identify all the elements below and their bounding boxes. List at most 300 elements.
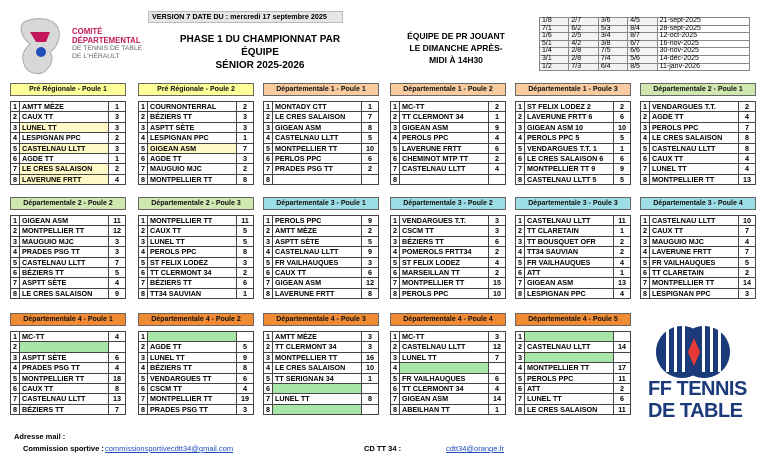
team-rank: 2 — [391, 226, 400, 236]
team-name: CASTELNAU LLTT — [20, 257, 109, 267]
team-name: PEROLS PPC — [525, 373, 614, 383]
team-rank: 5 — [516, 143, 525, 153]
team-name: LESPIGNAN PPC — [525, 288, 614, 298]
team-name: CASTELNAU LLTT 5 — [525, 174, 614, 184]
table-row — [264, 122, 379, 132]
team-rank: 2 — [264, 112, 273, 122]
team-name: ST FELIX LODEZ 2 — [525, 102, 614, 112]
team-name: MONTPELLIER TT — [273, 352, 362, 362]
table-row — [516, 216, 631, 226]
table-row — [641, 143, 756, 153]
team-points: 1 — [489, 404, 506, 414]
team-name: LE CRES SALAISON — [273, 112, 362, 122]
schedule-pairing: 6/2 — [569, 25, 598, 33]
team-points: 8 — [109, 384, 126, 394]
team-name: VENDARGUES T.T. — [650, 102, 739, 112]
team-rank: 2 — [641, 226, 650, 236]
team-rank: 5 — [516, 373, 525, 383]
team-name: CAUX TT — [650, 154, 739, 164]
team-points — [362, 404, 379, 414]
team-rank: 7 — [264, 278, 273, 288]
team-points: 4 — [237, 384, 254, 394]
pool-table — [515, 215, 631, 299]
team-name: LUNEL TT — [650, 164, 739, 174]
team-rank: 7 — [516, 278, 525, 288]
team-points: 10 — [362, 143, 379, 153]
pool-5 — [515, 83, 631, 185]
table-row — [391, 363, 506, 373]
team-points: 11 — [614, 373, 631, 383]
table-row — [391, 112, 506, 122]
team-points: 8 — [362, 288, 379, 298]
pool-table — [10, 215, 126, 299]
team-rank: 6 — [391, 384, 400, 394]
schedule-pairing: 3/6 — [598, 18, 627, 26]
team-points: 5 — [362, 133, 379, 143]
team-points: 8 — [362, 122, 379, 132]
pool-title: Pré Régionale - Poule 2 — [138, 83, 254, 96]
team-rank: 2 — [11, 112, 20, 122]
team-rank: 4 — [391, 133, 400, 143]
ff-logo-line-1: FF TENNIS — [648, 378, 747, 400]
team-rank: 1 — [516, 102, 525, 112]
table-row — [264, 143, 379, 153]
team-name: CASTELNAU LLTT — [650, 216, 739, 226]
table-row — [139, 102, 254, 112]
schedule-pairing: 2/8 — [569, 48, 598, 56]
team-points: 4 — [489, 257, 506, 267]
team-points: 3 — [489, 226, 506, 236]
team-name: CASTELNAU LLTT — [525, 216, 614, 226]
table-row — [11, 352, 126, 362]
team-rank: 3 — [11, 122, 20, 132]
team-name: LE CRES SALAISON 6 — [525, 154, 614, 164]
team-rank: 3 — [516, 122, 525, 132]
team-points: 5 — [362, 236, 379, 246]
table-row — [264, 332, 379, 342]
team-rank: 5 — [264, 257, 273, 267]
title-line-2: SÉNIOR 2025-2026 — [215, 60, 305, 71]
team-points: 4 — [614, 288, 631, 298]
pool-11 — [515, 197, 631, 299]
pool-14 — [138, 313, 254, 415]
team-points: 2 — [489, 268, 506, 278]
team-points: 9 — [109, 288, 126, 298]
team-rank: 3 — [11, 236, 20, 246]
schedule-table — [539, 17, 750, 71]
table-row — [516, 164, 631, 174]
table-row — [641, 112, 756, 122]
pool-title: Départementale 4 - Poule 5 — [515, 313, 631, 326]
table-row — [139, 278, 254, 288]
team-name — [273, 384, 362, 394]
footer — [14, 432, 754, 458]
team-rank: 8 — [516, 174, 525, 184]
team-points: 2 — [489, 154, 506, 164]
team-rank: 6 — [139, 384, 148, 394]
team-points: 6 — [614, 154, 631, 164]
team-rank: 5 — [516, 257, 525, 267]
team-points: 4 — [614, 257, 631, 267]
table-row — [139, 226, 254, 236]
team-name: ST FELIX LODEZ — [400, 257, 489, 267]
pool-table — [10, 331, 126, 415]
team-name — [20, 342, 109, 352]
team-rank: 5 — [139, 257, 148, 267]
team-rank: 8 — [11, 288, 20, 298]
team-rank: 2 — [139, 342, 148, 352]
pool-table — [390, 331, 506, 415]
team-rank: 5 — [11, 373, 20, 383]
team-rank: 6 — [516, 154, 525, 164]
team-name: GIGEAN ASM — [525, 278, 614, 288]
schedule-pairing: 5/6 — [628, 55, 657, 63]
team-name: CASTELNAU LLTT — [400, 342, 489, 352]
team-name: LE CRES SALAISON — [525, 404, 614, 414]
team-name: AGDE TT — [650, 112, 739, 122]
pool-table — [263, 331, 379, 415]
team-name: POMEROLS FRTT34 — [400, 247, 489, 257]
table-row — [391, 164, 506, 174]
table-row — [391, 342, 506, 352]
team-name: BÉZIERS TT — [148, 278, 237, 288]
team-rank: 5 — [391, 373, 400, 383]
team-rank: 5 — [11, 143, 20, 153]
team-points: 3 — [362, 332, 379, 342]
logo-line-3: DE TENNIS DE TABLE — [72, 45, 143, 52]
schedule-pairing: 7/5 — [598, 48, 627, 56]
team-rank: 6 — [11, 384, 20, 394]
team-name: LAVERUNE FRTT — [20, 174, 109, 184]
table-row — [11, 394, 126, 404]
team-rank: 7 — [391, 394, 400, 404]
team-name: LAVERUNE FRTT — [650, 247, 739, 257]
table-row — [11, 154, 126, 164]
schedule-date: 11-janv-2026 — [657, 63, 749, 71]
team-name: LAVERUNE FRTT — [400, 143, 489, 153]
table-row — [139, 384, 254, 394]
table-row — [11, 288, 126, 298]
team-rank: 7 — [516, 394, 525, 404]
team-points: 2 — [237, 268, 254, 278]
team-points: 6 — [237, 278, 254, 288]
team-points: 5 — [739, 257, 756, 267]
team-rank: 8 — [516, 288, 525, 298]
team-rank: 3 — [264, 352, 273, 362]
table-row — [264, 352, 379, 362]
team-rank: 1 — [139, 102, 148, 112]
notice-line-3: MIDI À 14H30 — [429, 55, 483, 65]
team-name: VENDARGUES T.T. — [400, 216, 489, 226]
table-row — [641, 278, 756, 288]
team-points: 5 — [237, 226, 254, 236]
team-points: 4 — [109, 174, 126, 184]
team-points: 8 — [362, 394, 379, 404]
team-points: 2 — [489, 247, 506, 257]
table-row — [11, 363, 126, 373]
team-rank: 7 — [11, 278, 20, 288]
team-rank: 5 — [391, 143, 400, 153]
table-row — [139, 373, 254, 383]
team-rank: 6 — [264, 268, 273, 278]
team-name: LUNEL TT — [273, 394, 362, 404]
team-points: 4 — [489, 133, 506, 143]
team-points: 3 — [362, 342, 379, 352]
team-name: PRADES PSG TT — [148, 404, 237, 414]
team-rank: 6 — [264, 154, 273, 164]
table-row — [641, 257, 756, 267]
team-rank: 1 — [264, 332, 273, 342]
schedule-pairing: 6/4 — [598, 63, 627, 71]
team-rank: 8 — [139, 288, 148, 298]
table-row — [641, 164, 756, 174]
team-name: LUNEL TT — [148, 236, 237, 246]
team-points: 5 — [237, 342, 254, 352]
schedule-pairing: 2/7 — [569, 18, 598, 26]
address-label: Adresse mail : — [14, 432, 66, 441]
team-rank: 7 — [264, 394, 273, 404]
team-points — [489, 363, 506, 373]
team-points: 4 — [489, 384, 506, 394]
team-rank: 7 — [516, 164, 525, 174]
cd-label: CD TT 34 : — [364, 444, 402, 453]
table-row — [516, 102, 631, 112]
team-points: 2 — [739, 102, 756, 112]
team-rank: 4 — [641, 247, 650, 257]
team-name: PRADES PSG TT — [273, 164, 362, 174]
team-name: LESPIGNAN PPC — [650, 288, 739, 298]
table-row — [516, 257, 631, 267]
table-row — [264, 257, 379, 267]
table-row — [11, 278, 126, 288]
team-rank: 6 — [264, 384, 273, 394]
team-points: 3 — [739, 288, 756, 298]
team-name: VENDARGUES T.T. 1 — [525, 143, 614, 153]
pool-table — [138, 101, 254, 185]
table-row — [641, 288, 756, 298]
team-rank: 3 — [139, 352, 148, 362]
team-name: TT SERIGNAN 34 — [273, 373, 362, 383]
team-rank: 3 — [264, 236, 273, 246]
team-points: 14 — [489, 394, 506, 404]
team-points: 3 — [237, 112, 254, 122]
table-row — [139, 288, 254, 298]
table-row — [391, 174, 506, 184]
team-points: 6 — [614, 394, 631, 404]
team-name: MAUGUIO MJC — [650, 236, 739, 246]
team-name: PEROLS PPC 5 — [525, 133, 614, 143]
pool-title: Départementale 2 - Poule 1 — [640, 83, 756, 96]
team-name: BÉZIERS TT — [20, 268, 109, 278]
team-rank: 4 — [391, 247, 400, 257]
pool-title: Départementale 1 - Poule 2 — [390, 83, 506, 96]
pool-2 — [138, 83, 254, 185]
team-name: GIGEAN ASM — [148, 143, 237, 153]
table-row — [391, 216, 506, 226]
team-points: 9 — [362, 216, 379, 226]
team-rank: 3 — [516, 236, 525, 246]
team-rank: 6 — [391, 154, 400, 164]
team-name: LESPIGNAN PPC — [148, 133, 237, 143]
team-rank: 5 — [139, 143, 148, 153]
team-points: 9 — [614, 164, 631, 174]
team-points: 1 — [362, 102, 379, 112]
schedule-pairing: 8/4 — [628, 25, 657, 33]
team-name: TT CLERMONT 34 — [400, 112, 489, 122]
team-rank: 1 — [11, 332, 20, 342]
table-row — [391, 247, 506, 257]
table-row — [641, 122, 756, 132]
table-row — [11, 112, 126, 122]
notice-line-1: ÉQUIPE DE PR JOUANT — [407, 31, 505, 41]
schedule-pairing: 4/2 — [569, 40, 598, 48]
team-name: CAUX TT — [273, 268, 362, 278]
table-row — [391, 268, 506, 278]
team-points: 5 — [237, 236, 254, 246]
team-points: 6 — [362, 154, 379, 164]
team-points: 13 — [739, 174, 756, 184]
commission-label: Commission sportive : — [23, 444, 104, 453]
team-rank: 1 — [264, 102, 273, 112]
schedule-pairing: 1/8 — [540, 18, 569, 26]
team-name: MONTPELLIER TT — [148, 174, 237, 184]
team-rank: 8 — [139, 174, 148, 184]
team-name: AMTT MÈZE — [273, 332, 362, 342]
team-name: ASPTT SÈTE — [20, 352, 109, 362]
team-points: 8 — [237, 174, 254, 184]
team-points — [362, 174, 379, 184]
team-name: BÉZIERS TT — [400, 236, 489, 246]
team-rank: 6 — [516, 384, 525, 394]
table-row — [264, 394, 379, 404]
schedule-row — [540, 63, 750, 71]
notice-line-2: LE DIMANCHE APRÈS- — [409, 43, 503, 53]
team-name: MONTADY CTT — [273, 102, 362, 112]
team-rank: 3 — [11, 352, 20, 362]
team-rank: 6 — [516, 268, 525, 278]
team-rank: 4 — [264, 363, 273, 373]
team-name: TT BOUSQUET OFR — [525, 236, 614, 246]
pool-title: Départementale 4 - Poule 1 — [10, 313, 126, 326]
team-rank: 5 — [139, 373, 148, 383]
table-row — [264, 102, 379, 112]
team-name — [525, 352, 614, 362]
team-rank: 7 — [139, 164, 148, 174]
team-rank: 2 — [264, 226, 273, 236]
table-row — [264, 174, 379, 184]
team-name: LUNEL TT — [400, 352, 489, 362]
team-name: GIGEAN ASM — [400, 394, 489, 404]
team-points: 7 — [739, 226, 756, 236]
team-rank: 5 — [641, 257, 650, 267]
table-row — [391, 102, 506, 112]
pool-8 — [138, 197, 254, 299]
pool-table — [10, 101, 126, 185]
table-row — [139, 394, 254, 404]
team-name: TT CLARETAIN — [525, 226, 614, 236]
team-rank: 5 — [641, 143, 650, 153]
pool-10 — [390, 197, 506, 299]
table-row — [516, 332, 631, 342]
team-points: 11 — [109, 216, 126, 226]
team-name: AGDE TT — [148, 342, 237, 352]
pool-table — [138, 331, 254, 415]
team-rank: 1 — [11, 102, 20, 112]
commission-email-link[interactable]: commissionsportivecdtt34@gmail.com — [105, 444, 234, 453]
team-points: 1 — [109, 154, 126, 164]
team-rank: 6 — [641, 154, 650, 164]
team-name: FR VAILHAUQUES — [525, 257, 614, 267]
team-rank: 6 — [391, 268, 400, 278]
cd-email-link[interactable]: cdtt34@orange.fr — [446, 444, 505, 453]
pool-13 — [10, 313, 126, 415]
schedule-row — [540, 55, 750, 63]
table-row — [641, 133, 756, 143]
team-rank: 6 — [11, 154, 20, 164]
team-rank: 1 — [641, 102, 650, 112]
table-row — [516, 352, 631, 362]
table-row — [11, 247, 126, 257]
table-row — [11, 143, 126, 153]
table-row — [391, 332, 506, 342]
team-rank: 8 — [391, 288, 400, 298]
team-points — [109, 342, 126, 352]
team-points: 6 — [489, 373, 506, 383]
table-row — [264, 164, 379, 174]
schedule-pairing: 1/4 — [540, 48, 569, 56]
team-name: TT CLERMONT 34 — [148, 268, 237, 278]
team-points: 14 — [739, 278, 756, 288]
team-rank: 3 — [264, 122, 273, 132]
team-rank: 4 — [139, 363, 148, 373]
table-row — [264, 112, 379, 122]
table-row — [264, 342, 379, 352]
schedule-pairing: 3/4 — [598, 33, 627, 41]
team-name: CAUX TT — [650, 226, 739, 236]
team-name: LE CRES SALAISON — [273, 363, 362, 373]
team-rank: 3 — [391, 236, 400, 246]
team-rank: 4 — [11, 363, 20, 373]
table-row — [139, 174, 254, 184]
team-name: PRADES PSG TT — [20, 247, 109, 257]
team-points: 4 — [739, 154, 756, 164]
pool-table — [640, 101, 756, 185]
team-name: BÉZIERS TT — [148, 112, 237, 122]
team-name — [273, 174, 362, 184]
pool-table — [390, 101, 506, 185]
pool-table — [515, 331, 631, 415]
team-name: MONTPELLIER TT — [273, 143, 362, 153]
team-rank: 3 — [641, 122, 650, 132]
team-name: AMTT MÈZE — [20, 102, 109, 112]
team-rank: 3 — [516, 352, 525, 362]
team-points: 8 — [739, 143, 756, 153]
team-points: 10 — [362, 363, 379, 373]
team-name: CHEMINOT MTP TT — [400, 154, 489, 164]
pool-4 — [390, 83, 506, 185]
schedule-pairing: 3/1 — [540, 55, 569, 63]
table-row — [264, 363, 379, 373]
team-rank: 1 — [11, 216, 20, 226]
team-points: 1 — [362, 373, 379, 383]
schedule-pairing: 3/8 — [598, 40, 627, 48]
pool-title: Départementale 1 - Poule 1 — [263, 83, 379, 96]
team-name: LESPIGNAN PPC — [20, 133, 109, 143]
schedule-pairing: 5/1 — [540, 40, 569, 48]
schedule-row — [540, 18, 750, 26]
team-points: 7 — [739, 247, 756, 257]
team-name: AMTT MÈZE — [273, 226, 362, 236]
